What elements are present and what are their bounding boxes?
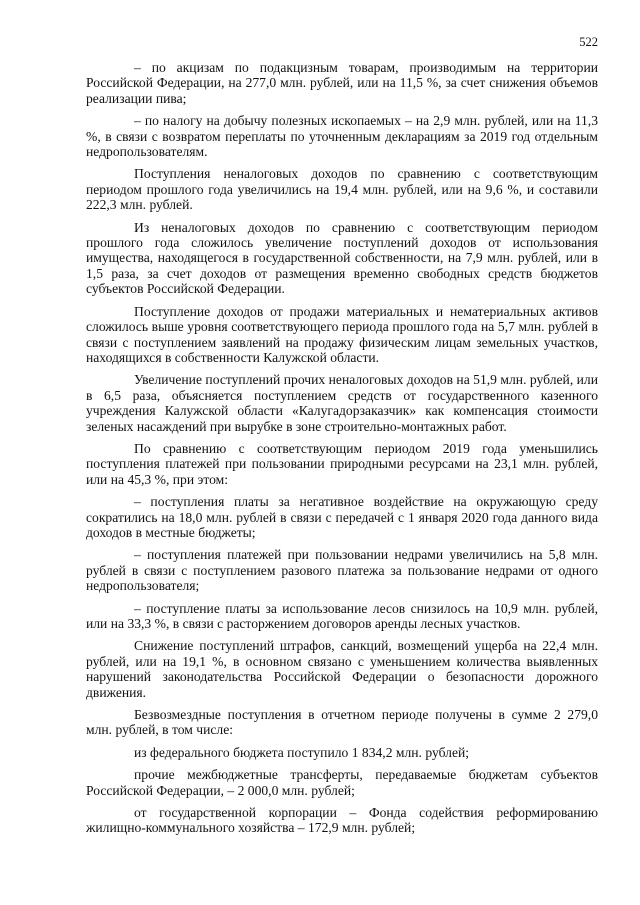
paragraph-non-tax-revenue: Поступления неналоговых доходов по сравнению с соответствующим периодом прошлого года увеличились на 19,4 млн. рублей, или на 9,6 %, и составили 222,3 млн. рублей. bbox=[86, 166, 598, 213]
paragraph-subsoil-payments: – поступления платежей при пользовании недрами увеличились на 5,8 млн. рублей в связи с поступлением разового платежа за пользование недрами от одного недропользователя; bbox=[86, 547, 598, 594]
paragraph-fines: Снижение поступлений штрафов, санкций, возмещений ущерба на 22,4 млн. рублей, или на 19,1 %, в основном связано с уменьшением количества выявленных нарушений законодательства Российской Федерации о безопасности дорожного движения. bbox=[86, 638, 598, 700]
paragraph-property-income: Из неналоговых доходов по сравнению с соответствующим периодом прошлого года сложилось увеличение поступлений доходов от использования имущества, находящегося в государственной собственности, на 7,9 млн. рублей, или в 1,5 раза, за счет доходов от размещения временно свободных средств бюджетов субъектов Российской Федерации. bbox=[86, 219, 598, 297]
paragraph-housing-fund: от государственной корпорации – Фонда содействия реформированию жилищно-коммунального хозяйства – 172,9 млн. рублей; bbox=[86, 805, 598, 836]
page-number: 522 bbox=[579, 35, 598, 49]
paragraph-asset-sales: Поступление доходов от продажи материальных и нематериальных активов сложилось выше уровня соответствующего периода прошлого года на 5,7 млн. рублей в связи с поступлением заявлений на продажу физическим лицам земельных участков, находящихся в собственности Калужской области. bbox=[86, 303, 598, 365]
paragraph-mineral-extraction-tax: – по налогу на добычу полезных ископаемых – на 2,9 млн. рублей, или на 11,3 %, в связи с возвратом переплаты по уточненным декларациям за 2019 год отдельным недропользователям. bbox=[86, 113, 598, 160]
paragraph-gratuitous-receipts: Безвозмездные поступления в отчетном периоде получены в сумме 2 279,0 млн. рублей, в том числе: bbox=[86, 707, 598, 738]
paragraph-other-non-tax: Увеличение поступлений прочих неналоговых доходов на 51,9 млн. рублей, или в 6,5 раза, объясняется поступлением средств от государственного казенного учреждения Калужской области «Калугадорзаказчик» как компенсация стоимости зеленых насаждений при вырубке в зоне строительно-монтажных работ. bbox=[86, 372, 598, 434]
paragraph-environmental-fee: – поступления платы за негативное воздействие на окружающую среду сократились на 18,0 млн. рублей в связи с передачей с 1 января 2020 года данного вида доходов в местные бюджеты; bbox=[86, 494, 598, 540]
paragraph-natural-resources: По сравнению с соответствующим периодом 2019 года уменьшились поступления платежей при пользовании природными ресурсами на 23,1 млн. рублей, или на 45,3 %, при этом: bbox=[86, 440, 598, 487]
paragraph-interbudget-transfers: прочие межбюджетные трансферты, передаваемые бюджетам субъектов Российской Федерации, – 2 000,0 млн. рублей; bbox=[86, 767, 598, 798]
paragraph-excise-taxes: – по акцизам по подакцизным товарам, производимым на территории Российской Федерации, на 277,0 млн. рублей, или на 11,5 %, за счет снижения объемов реализации пива; bbox=[86, 60, 598, 106]
document-body bbox=[86, 60, 598, 843]
paragraph-federal-budget: из федерального бюджета поступило 1 834,2 млн. рублей; bbox=[134, 744, 470, 760]
paragraph-forest-fee: – поступление платы за использование лесов снизилось на 10,9 млн. рублей, или на 33,3 %, в связи с расторжением договоров аренды лесных участков. bbox=[86, 600, 598, 631]
